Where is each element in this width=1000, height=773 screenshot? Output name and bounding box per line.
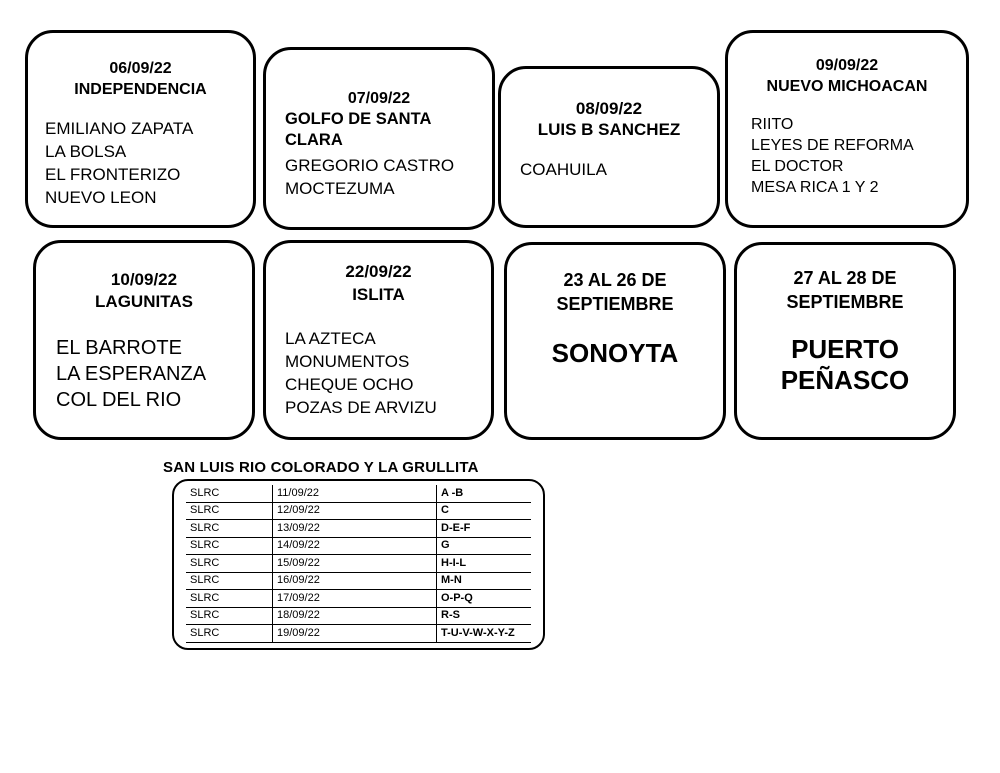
card-title: GOLFO DE SANTA CLARA — [285, 110, 431, 149]
card-place-list — [285, 154, 492, 200]
table-row — [186, 485, 531, 502]
card-place: COAHUILA — [520, 160, 607, 179]
table-row — [186, 555, 531, 573]
table-row — [186, 607, 531, 625]
card-place: RIITO — [751, 116, 794, 133]
table-row — [186, 572, 531, 590]
schedule-card-golfo — [263, 47, 495, 230]
schedule-card-nuevo-michoacan — [725, 30, 969, 228]
row-letters-cell: T-U-V-W-X-Y-Z — [437, 625, 532, 643]
card-place: GREGORIO CASTRO — [285, 156, 455, 175]
table-row — [186, 520, 531, 538]
row-letters-cell: H-I-L — [437, 555, 532, 573]
table-row — [186, 625, 531, 643]
card-date: 07/09/22 — [347, 90, 411, 107]
row-letters-cell: C — [437, 502, 532, 520]
card-place: POZAS DE ARVIZU — [285, 398, 437, 417]
schedule-table-title: SAN LUIS RIO COLORADO Y LA GRULLITA — [163, 459, 479, 476]
row-date-cell: 11/09/22 — [273, 485, 437, 502]
card-place: CHEQUE OCHO — [285, 375, 414, 394]
card-place-list — [285, 327, 491, 419]
schedule-card-luis-b-sanchez — [498, 66, 720, 228]
row-letters-cell: M-N — [437, 572, 532, 590]
card-place: LA AZTECA — [285, 329, 376, 348]
row-city-cell: SLRC — [186, 537, 273, 555]
row-city-cell: SLRC — [186, 572, 273, 590]
schedule-card-puerto-penasco — [734, 242, 956, 440]
card-place-big: PUERTO — [791, 334, 899, 364]
row-letters-cell: A -B — [437, 485, 532, 502]
card-place: LA BOLSA — [45, 142, 127, 161]
table-row — [186, 590, 531, 608]
row-city-cell: SLRC — [186, 485, 273, 502]
card-date: 22/09/22 — [345, 262, 412, 281]
row-date-cell: 16/09/22 — [273, 572, 437, 590]
row-date-cell: 15/09/22 — [273, 555, 437, 573]
schedule-table — [172, 479, 545, 650]
row-letters-cell: O-P-Q — [437, 590, 532, 608]
row-letters-cell: R-S — [437, 607, 532, 625]
row-city-cell: SLRC — [186, 520, 273, 538]
card-date: SEPTIEMBRE — [556, 294, 674, 314]
card-title: NUEVO MICHOACAN — [766, 78, 928, 95]
schedule-card-independencia — [25, 30, 256, 228]
row-date-cell: 18/09/22 — [273, 607, 437, 625]
card-date: SEPTIEMBRE — [786, 292, 904, 312]
card-place-list — [56, 335, 252, 413]
card-place: LEYES DE REFORMA — [751, 137, 914, 154]
row-letters-cell: G — [437, 537, 532, 555]
row-date-cell: 13/09/22 — [273, 520, 437, 538]
schedule-card-sonoyta — [504, 242, 726, 440]
card-place-list — [520, 158, 717, 181]
card-title: INDEPENDENCIA — [74, 81, 207, 98]
card-date: 10/09/22 — [110, 270, 178, 289]
card-place: MONUMENTOS — [285, 352, 410, 371]
card-place: COL DEL RIO — [56, 389, 182, 411]
row-city-cell: SLRC — [186, 555, 273, 573]
card-date: 09/09/22 — [815, 57, 879, 74]
card-place: EL BARROTE — [56, 337, 182, 359]
card-place-big: PEÑASCO — [780, 365, 910, 395]
card-place-big: SONOYTA — [551, 338, 679, 368]
card-title: LUIS B SANCHEZ — [537, 120, 681, 139]
card-place: EL FRONTERIZO — [45, 165, 181, 184]
card-place-list — [45, 117, 253, 209]
row-city-cell: SLRC — [186, 502, 273, 520]
table-row — [186, 502, 531, 520]
card-place: EL DOCTOR — [751, 158, 844, 175]
table-row — [186, 537, 531, 555]
row-letters-cell: D-E-F — [437, 520, 532, 538]
row-date-cell: 17/09/22 — [273, 590, 437, 608]
row-city-cell: SLRC — [186, 607, 273, 625]
card-place: EMILIANO ZAPATA — [45, 119, 194, 138]
card-place: MOCTEZUMA — [285, 179, 395, 198]
schedule-card-islita — [263, 240, 494, 440]
schedule-table-grid — [186, 485, 531, 643]
card-date: 23 AL 26 DE — [563, 270, 667, 290]
row-date-cell: 19/09/22 — [273, 625, 437, 643]
row-date-cell: 12/09/22 — [273, 502, 437, 520]
row-city-cell: SLRC — [186, 625, 273, 643]
card-date: 06/09/22 — [109, 60, 172, 77]
card-place: LA ESPERANZA — [56, 363, 207, 385]
row-date-cell: 14/09/22 — [273, 537, 437, 555]
card-place-list — [751, 114, 966, 198]
card-title: LAGUNITAS — [95, 292, 193, 311]
card-title: ISLITA — [352, 285, 405, 304]
row-city-cell: SLRC — [186, 590, 273, 608]
card-date: 27 AL 28 DE — [793, 268, 897, 288]
schedule-card-lagunitas — [33, 240, 255, 440]
card-date: 08/09/22 — [575, 99, 643, 118]
card-place: MESA RICA 1 Y 2 — [751, 179, 879, 196]
card-place: NUEVO LEON — [45, 188, 157, 207]
